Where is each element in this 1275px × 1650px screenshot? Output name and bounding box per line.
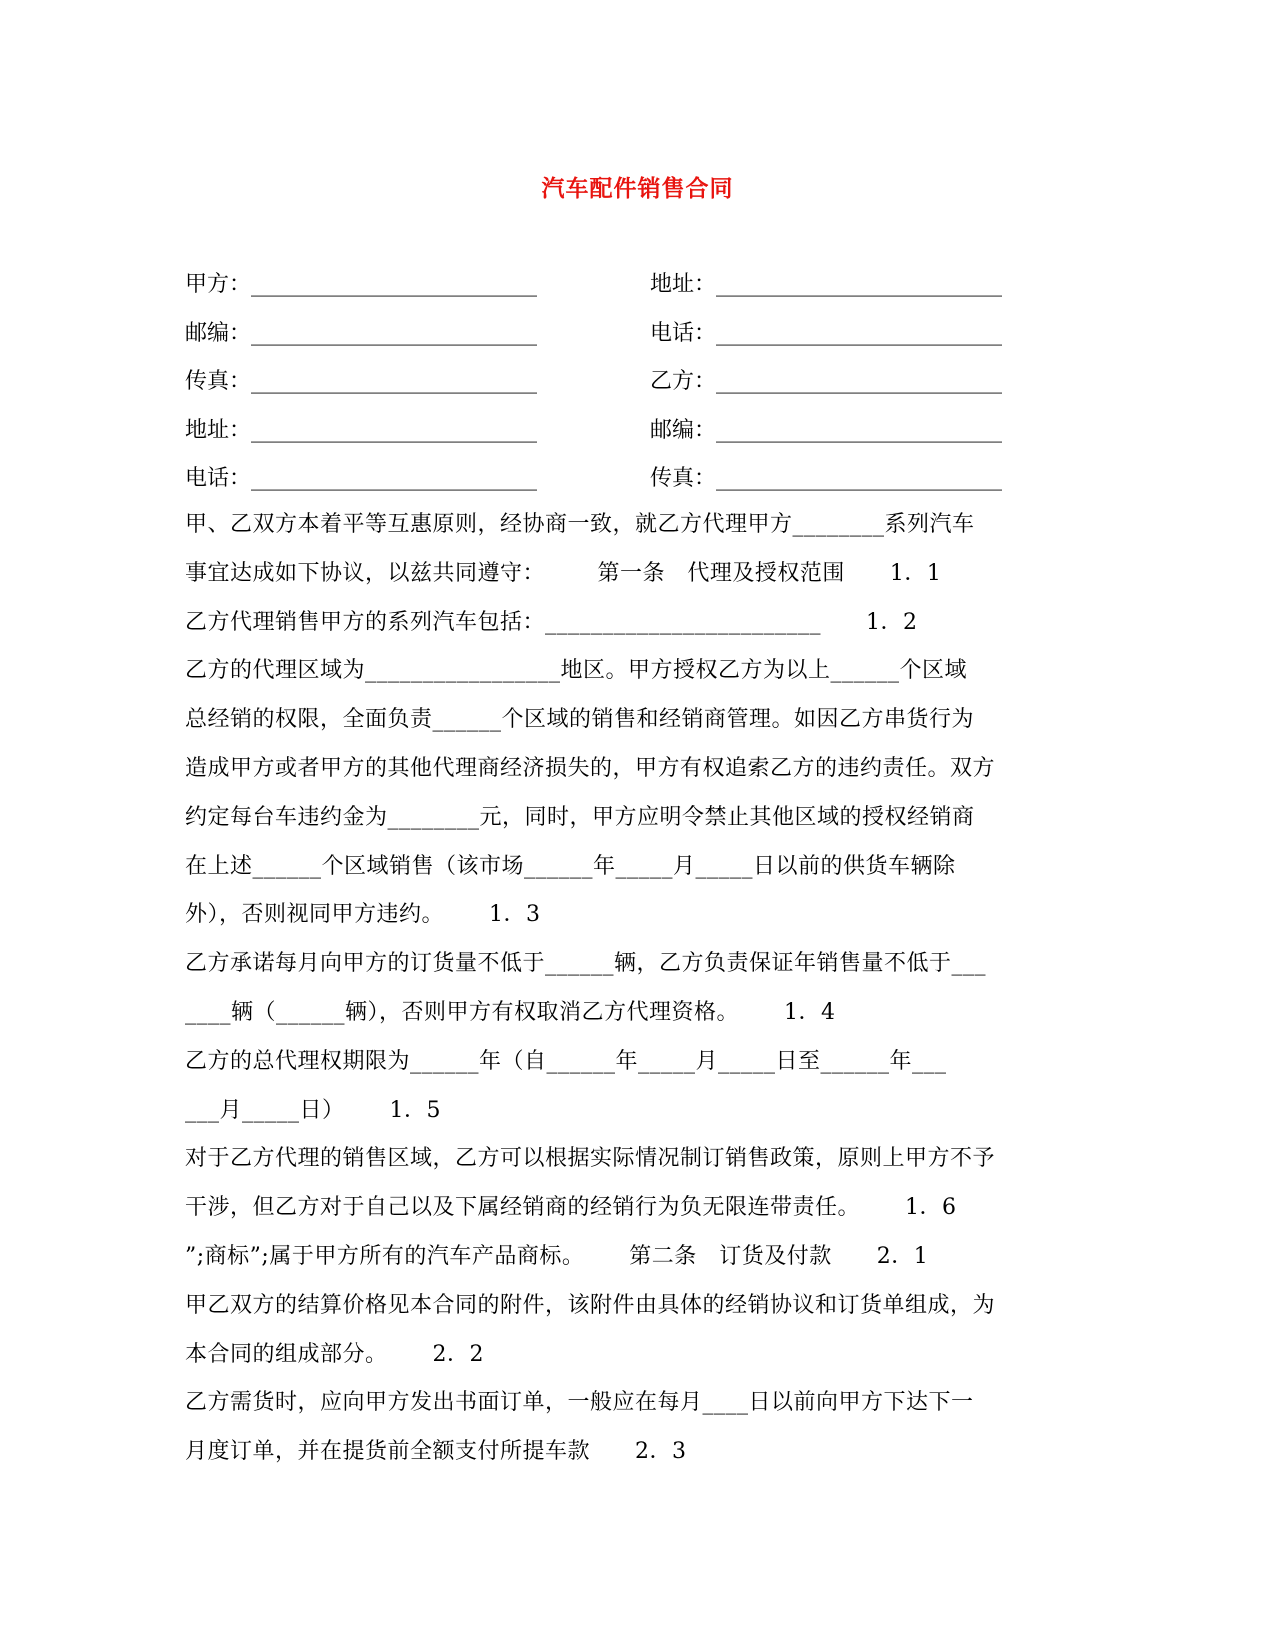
party-field (650, 314, 1090, 354)
field-label: 传真： (185, 369, 252, 394)
body-line: 本合同的组成部分。 2．2 (185, 1341, 484, 1367)
party-field (185, 459, 650, 499)
body-line: 外），否则视同甲方违约。 1．3 (185, 902, 541, 928)
field-label: 甲方： (185, 272, 252, 297)
field-label: 邮编： (650, 417, 717, 443)
body-line: 约定每台车违约金为________元，同时，甲方应明令禁止其他区域的授权经销商 (185, 804, 975, 830)
fill-blank[interactable]: __________________________ (716, 466, 1003, 491)
field-label: 地址： (650, 272, 717, 297)
party-field (185, 362, 650, 402)
body-line: ”;商标”;属于甲方所有的汽车产品商标。 第二条 订货及付款 2．1 (185, 1243, 929, 1269)
body-line: 事宜达成如下协议，以兹共同遵守： 第一条 代理及授权范围 1．1 (185, 560, 942, 586)
fill-blank[interactable]: __________________________ (716, 369, 1003, 394)
party-row (185, 362, 1090, 411)
body-line: 乙方承诺每月向甲方的订货量不低于______辆，乙方负责保证年销售量不低于___ (185, 951, 987, 977)
fill-blank[interactable]: __________________________ (716, 417, 1003, 443)
party-field (185, 265, 650, 305)
body-line: ___月_____日） 1．5 (185, 1097, 441, 1123)
body-line: 总经销的权限，全面负责______个区域的销售和经销商管理。如因乙方串货行为 (185, 707, 975, 733)
body-line: 干涉，但乙方对于自己以及下属经销商的经销行为负无限连带责任。 1．6 (185, 1195, 957, 1221)
party-row (185, 265, 1090, 314)
fill-blank[interactable]: __________________________ (716, 272, 1003, 297)
fill-blank[interactable]: __________________________ (251, 369, 538, 394)
fill-blank[interactable]: __________________________ (716, 320, 1003, 346)
field-label: 邮编： (185, 320, 252, 346)
party-field (650, 265, 1090, 305)
field-label: 电话： (185, 466, 252, 491)
party-field (185, 314, 650, 354)
party-field (650, 362, 1090, 402)
fill-blank[interactable]: __________________________ (251, 466, 538, 491)
body-line: 乙方的总代理权期限为______年（自______年_____月_____日至______年___ (185, 1048, 947, 1074)
document-title: 汽车配件销售合同 (541, 175, 734, 202)
party-field (185, 411, 650, 451)
party-field (650, 411, 1090, 451)
body-line: 甲乙双方的结算价格见本合同的附件，该附件由具体的经销协议和订货单组成，为 (185, 1292, 996, 1318)
body-line: 乙方代理销售甲方的系列汽车包括：________________________ 1．2 (185, 609, 918, 635)
field-label: 乙方： (650, 369, 717, 394)
party-row (185, 459, 1090, 508)
contract-body (185, 505, 1085, 1481)
body-line: 乙方的代理区域为_________________地区。甲方授权乙方为以上______个区域 (185, 658, 968, 684)
party-info-grid (185, 265, 1090, 508)
body-line: ____辆（______辆），否则甲方有权取消乙方代理资格。 1．4 (185, 999, 836, 1025)
body-line: 甲、乙双方本着平等互惠原则，经协商一致，就乙方代理甲方________系列汽车 (185, 512, 975, 537)
fill-blank[interactable]: __________________________ (251, 417, 538, 443)
body-line: 月度订单，并在提货前全额支付所提车款 2．3 (185, 1439, 687, 1465)
field-label: 电话： (650, 320, 717, 346)
body-line: 造成甲方或者甲方的其他代理商经济损失的，甲方有权追索乙方的违约责任。双方 (185, 755, 996, 781)
party-row (185, 314, 1090, 363)
fill-blank[interactable]: __________________________ (251, 320, 538, 346)
party-row (185, 411, 1090, 460)
body-line: 乙方需货时，应向甲方发出书面订单，一般应在每月____日以前向甲方下达下一 (185, 1390, 974, 1416)
party-field (650, 459, 1090, 499)
body-line: 对于乙方代理的销售区域，乙方可以根据实际情况制订销售政策，原则上甲方不予 (185, 1146, 996, 1172)
body-line: 在上述______个区域销售（该市场______年_____月_____日以前的供货车辆除 (185, 853, 956, 879)
field-label: 传真： (650, 466, 717, 491)
fill-blank[interactable]: __________________________ (251, 272, 538, 297)
field-label: 地址： (185, 417, 252, 443)
